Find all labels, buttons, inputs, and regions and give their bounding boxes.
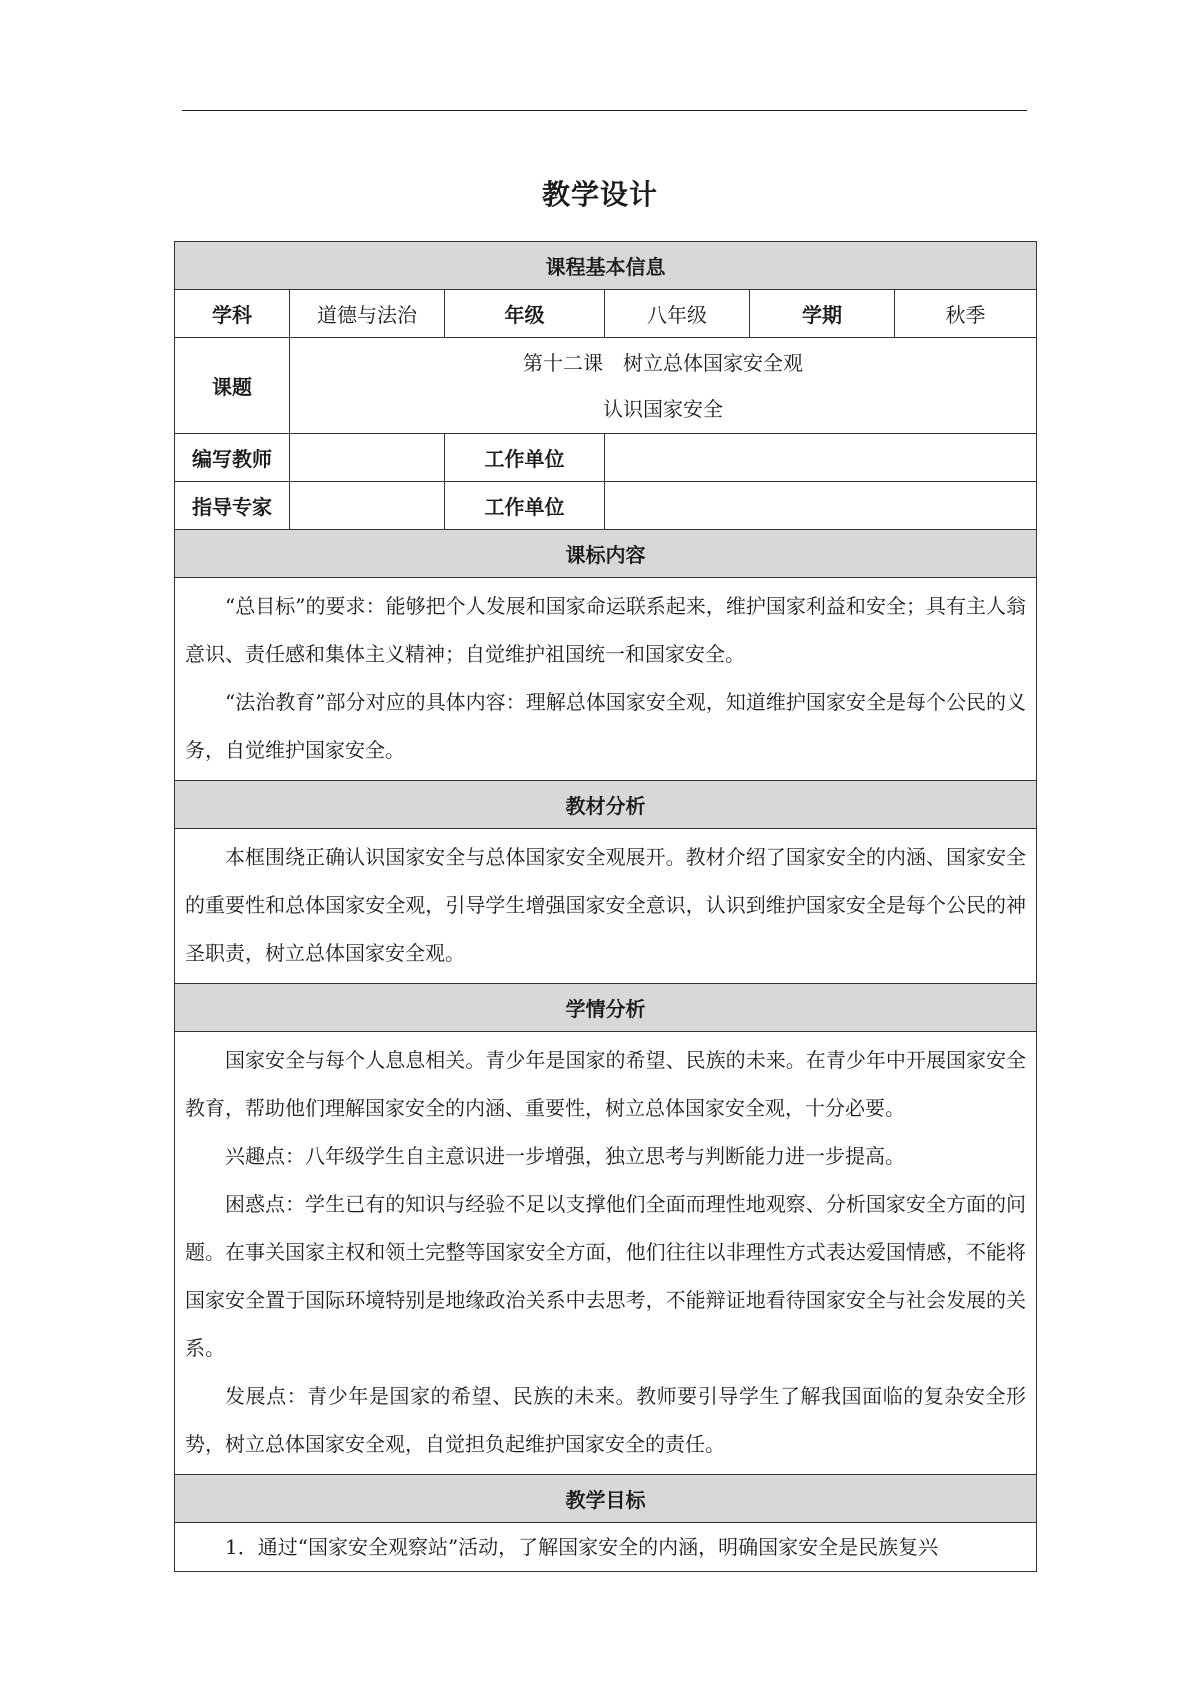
curriculum-paragraph: “法治教育”部分对应的具体内容：理解总体国家安全观，知道维护国家安全是每个公民的义务，自觉维护国家安全。 [185,690,1027,762]
teacher-row [175,434,1037,482]
grade-label: 年级 [445,290,605,338]
expert-label: 指导专家 [175,482,290,530]
topic-value [290,338,1037,434]
teacher-label: 编写教师 [175,434,290,482]
course-info-row [175,290,1037,338]
expert-row [175,482,1037,530]
teacher-value [290,434,445,482]
teacher-unit-label: 工作单位 [445,434,605,482]
curriculum-header: 课标内容 [175,530,1037,578]
expert-unit-value [605,482,1037,530]
objectives-header: 教学目标 [175,1475,1037,1523]
grade-value: 八年级 [605,290,750,338]
textbook-header-row [175,781,1037,829]
students-paragraph: 兴趣点：八年级学生自主意识进一步增强，独立思考与判断能力进一步提高。 [225,1144,905,1168]
teacher-unit-value [605,434,1037,482]
students-body-row [175,1032,1037,1475]
textbook-body [175,829,1037,984]
topic-line-lesson: 第十二课 树立总体国家安全观 [523,350,804,375]
term-label: 学期 [750,290,895,338]
subject-label: 学科 [175,290,290,338]
topic-line-section: 认识国家安全 [603,396,724,421]
header-rule [182,110,1027,111]
textbook-body-row [175,829,1037,984]
textbook-paragraph: 本框围绕正确认识国家安全与总体国家安全观展开。教材介绍了国家安全的内涵、国家安全的重要性和总体国家安全观，引导学生增强国家安全意识，认识到维护国家安全是每个公民的神圣职责，树立总体国家安全观。 [185,845,1027,965]
basic-info-header-row [175,242,1037,290]
curriculum-body-row [175,578,1037,781]
objectives-header-row [175,1475,1037,1523]
curriculum-paragraph: “总目标”的要求：能够把个人发展和国家命运联系起来，维护国家利益和安全；具有主人翁意识、责任感和集体主义精神；自觉维护祖国统一和国家安全。 [185,594,1027,666]
students-paragraph: 发展点：青少年是国家的希望、民族的未来。教师要引导学生了解我国面临的复杂安全形势，树立总体国家安全观，自觉担负起维护国家安全的责任。 [185,1384,1027,1456]
term-value: 秋季 [895,290,1037,338]
students-header-row [175,984,1037,1032]
objectives-body [175,1523,1037,1572]
subject-value: 道德与法治 [290,290,445,338]
students-body [175,1032,1037,1475]
students-header: 学情分析 [175,984,1037,1032]
lesson-design-table [174,241,1037,1572]
curriculum-body [175,578,1037,781]
topic-label: 课题 [175,338,290,434]
students-paragraph: 困惑点：学生已有的知识与经验不足以支撑他们全面而理性地观察、分析国家安全方面的问题。在事关国家主权和领土完整等国家安全方面，他们往往以非理性方式表达爱国情感，不能将国家安全置于国际环境特别是地缘政治关系中去思考，不能辩证地看待国家安全与社会发展的关系。 [185,1192,1027,1360]
basic-info-header: 课程基本信息 [175,242,1037,290]
document-title: 教学设计 [541,178,658,211]
curriculum-header-row [175,530,1037,578]
topic-row [175,338,1037,434]
students-paragraph: 国家安全与每个人息息相关。青少年是国家的希望、民族的未来。在青少年中开展国家安全教育，帮助他们理解国家安全的内涵、重要性，树立总体国家安全观，十分必要。 [185,1048,1027,1120]
objectives-paragraph: 1．通过“国家安全观察站”活动，了解国家安全的内涵，明确国家安全是民族复兴 [225,1535,939,1559]
expert-value [290,482,445,530]
textbook-header: 教材分析 [175,781,1037,829]
expert-unit-label: 工作单位 [445,482,605,530]
objectives-body-row [175,1523,1037,1572]
